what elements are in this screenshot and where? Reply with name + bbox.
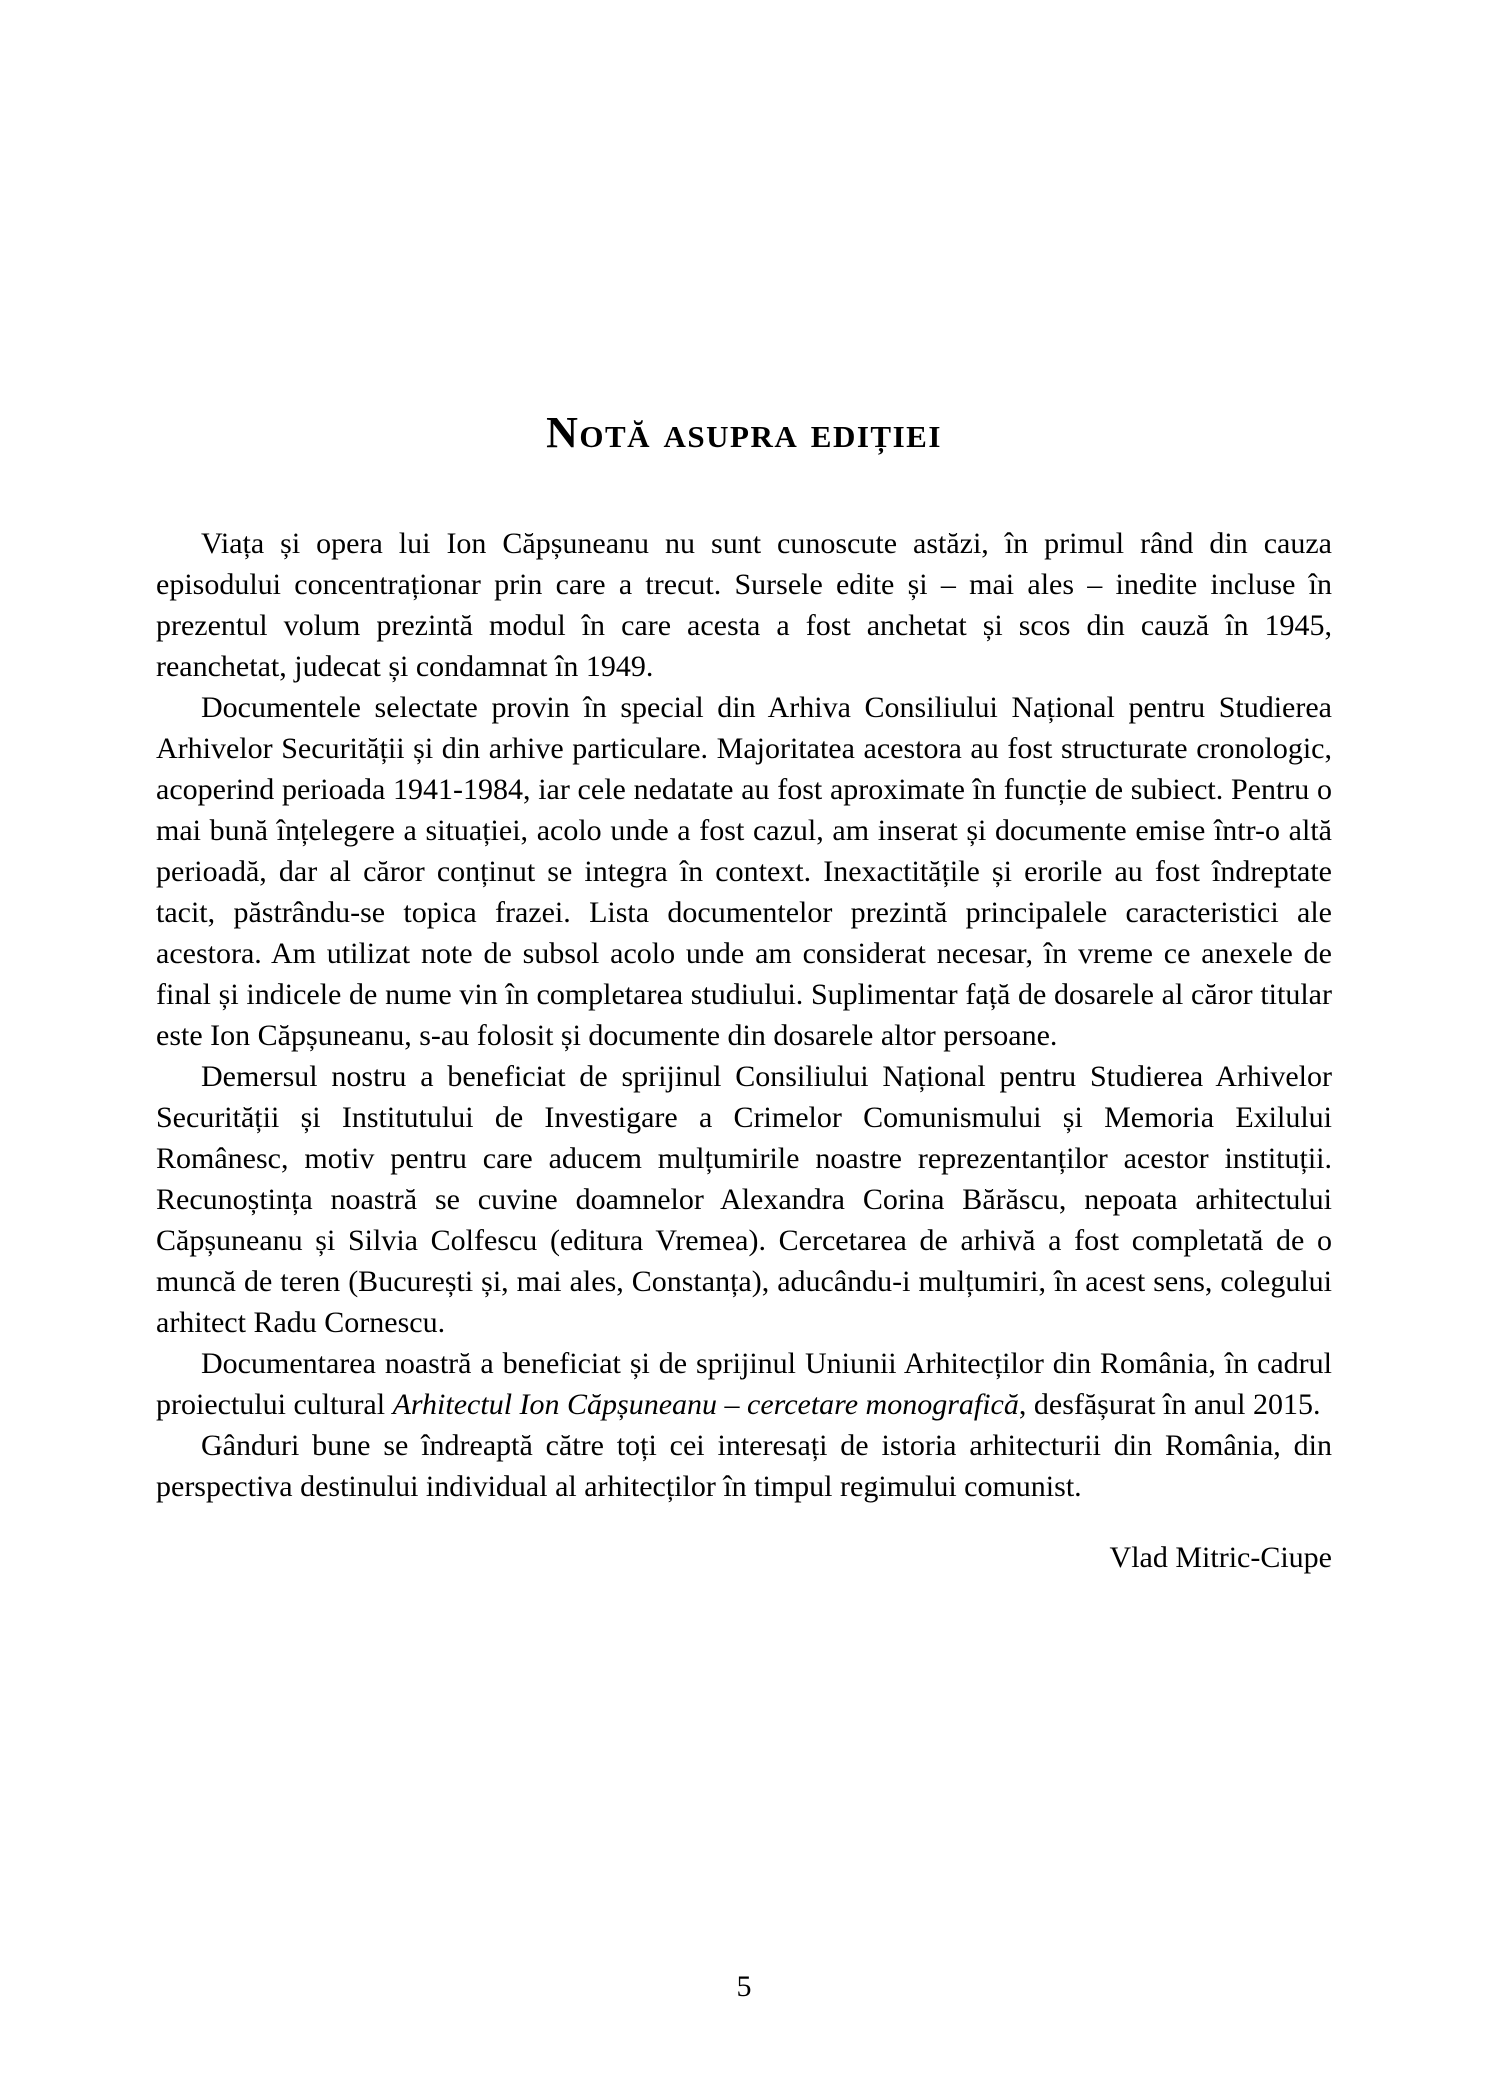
page-number: 5 <box>736 1970 752 2003</box>
paragraph-intro: Viața și opera lui Ion Căpșuneanu nu sunt cunoscute astăzi, în primul rând din cauza episodului concentraționar prin care a trecut. Sursele edite și – mai ales – inedite incluse în prezentul volum prezintă modul în care acesta a fost anchetat și scos din cauză în 1945, reanchetat, judecat și condamnat în 1949. <box>156 527 1332 683</box>
text-column <box>156 0 1332 1578</box>
author-signature: Vlad Mitric-Ciupe <box>1109 1541 1332 1574</box>
project-title-italic: Arhitectul Ion Căpșuneanu – cercetare monografică <box>392 1388 1019 1421</box>
paragraph-project <box>156 1343 1332 1425</box>
paragraph-closing: Gânduri bune se îndreaptă către toți cei interesați de istoria arhitecturii din România, din perspectiva destinului individual al arhitecților în timpul regimului comunist. <box>156 1429 1332 1503</box>
paragraph-acknowledgements: Demersul nostru a beneficiat de sprijinul Consiliului Național pentru Studierea Arhivelor Securității și Institutului de Investigare a Crimelor Comunismului și Memoria Exilului Românesc, motiv pentru care aducem mulțumirile noastre reprezentanților acestor instituții. Recunoștința noastră se cuvine doamnelor Alexandra Corina Bărăscu, nepoata arhitectului Căpșuneanu și Silvia Colfescu (editura Vremea). Cercetarea de arhivă a fost completată de o muncă de teren (București și, mai ales, Constanța), aducându-i mulțumiri, în acest sens, colegului arhitect Radu Cornescu. <box>156 1060 1332 1339</box>
paragraph-project-text-end: , desfășurat în anul 2015. <box>1018 1388 1321 1421</box>
page-title: Notă asupra ediției <box>546 408 942 457</box>
paragraph-documents: Documentele selectate provin în special din Arhiva Consiliului Național pentru Studierea Arhivelor Securității și din arhive particulare. Majoritatea acestora au fost structurate cronologic, acoperind perioada 1941-1984, iar cele nedatate au fost aproximate în funcție de subiect. Pentru o mai bună înțelegere a situației, acolo unde a fost cazul, am inserat și documente emise într-o altă perioadă, dar al căror conținut se integra în context. Inexactitățile și erorile au fost îndreptate tacit, păstrându-se topica frazei. Lista documentelor prezintă principalele caracteristici ale acestora. Am utilizat note de subsol acolo unde am considerat necesar, în vreme ce anexele de final și indicele de nume vin în completarea studiului. Suplimentar față de dosarele al căror titular este Ion Căpșuneanu, s-au folosit și documente din dosarele altor persoane. <box>156 691 1332 1052</box>
paragraph-project-text-start: Documentarea noastră a beneficiat și de sprijinul Uniunii Arhitecților din România, în cadrul proiectului cultural <box>156 1347 1332 1421</box>
